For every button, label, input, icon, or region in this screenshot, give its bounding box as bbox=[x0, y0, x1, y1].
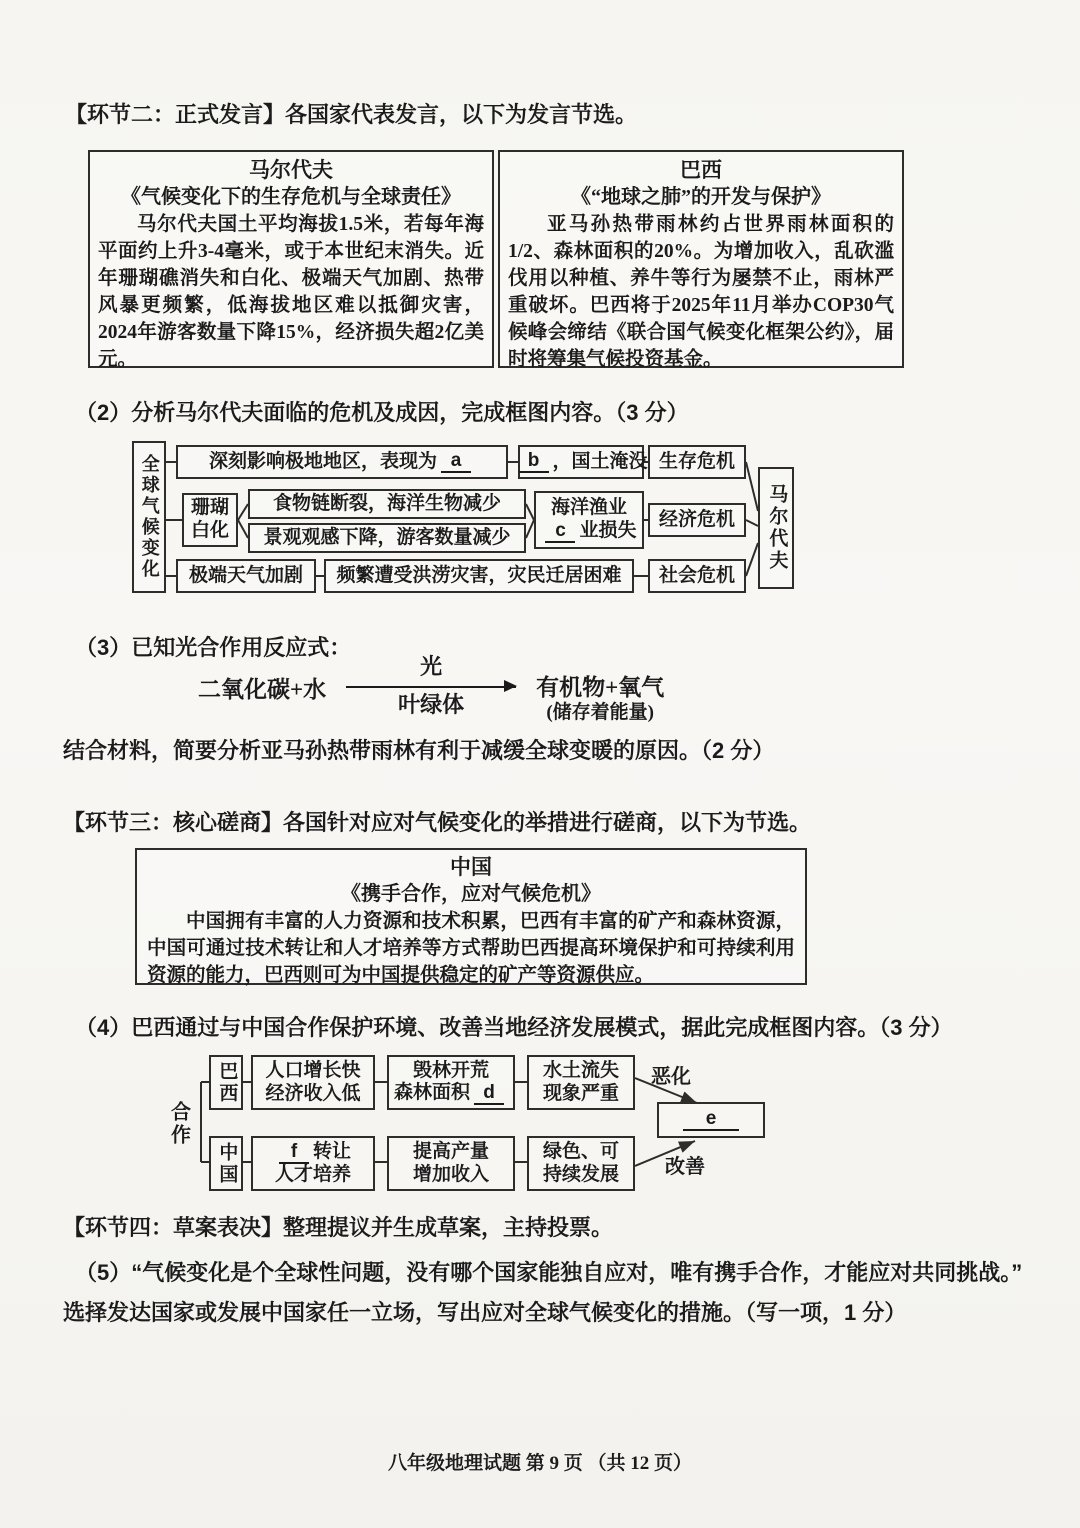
q4-top-box1 bbox=[251, 1055, 375, 1110]
q2-row1-result-box: 生存危机 bbox=[648, 445, 746, 479]
q4-bottom-box3-line2: 持续发展 bbox=[542, 1163, 619, 1185]
blank-e: e bbox=[683, 1109, 739, 1131]
equation-condition-light: 光 bbox=[420, 654, 443, 679]
q2-row2-mid-box bbox=[534, 491, 644, 549]
q2-target-text: 马尔代夫 bbox=[766, 484, 788, 572]
q2-row3-mid-box: 频繁遭受洪涝灾害，灾民迁居困难 bbox=[324, 559, 634, 593]
maldives-subtitle: 《气候变化下的生存危机与全球责任》 bbox=[121, 186, 461, 208]
q4-top-box2-line2: 森林面积 d bbox=[394, 1082, 508, 1105]
q5-line2: 选择发达国家或发展中国家任一立场，写出应对全球气候变化的措施。（写一项，1 分） bbox=[63, 1300, 907, 1325]
q4-root-text: 合作 bbox=[167, 1101, 190, 1147]
q2-row1-cause-box bbox=[176, 445, 508, 479]
q4-improve-label: 改善 bbox=[665, 1156, 705, 1178]
q4-china-text: 中国 bbox=[216, 1141, 238, 1186]
q4-bottom-box1-line2: 人才培养 bbox=[274, 1163, 351, 1185]
q2-coral-box bbox=[182, 493, 238, 547]
equation-reactants: 二氧化碳+水 bbox=[198, 677, 327, 702]
q2-row2-mid-line2: c 业损失 bbox=[541, 520, 636, 543]
q4-top-box3-line2: 现象严重 bbox=[542, 1082, 619, 1104]
q4-bottom-box2-line2: 增加收入 bbox=[412, 1163, 489, 1185]
q2-row2-result-box: 经济危机 bbox=[648, 503, 746, 537]
q2-root-text: 全球气候变化 bbox=[139, 454, 160, 580]
maldives-title: 马尔代夫 bbox=[249, 158, 333, 182]
reaction-arrow bbox=[346, 686, 516, 688]
q4-china-box bbox=[209, 1136, 243, 1191]
q2-coral-line2: 白化 bbox=[190, 520, 229, 541]
q4-top-box2 bbox=[387, 1055, 515, 1110]
china-speech-box bbox=[135, 848, 807, 985]
q4-top-box2-line1: 毁林开荒 bbox=[412, 1059, 489, 1081]
page-footer: 八年级地理试题 第 9 页 （共 12 页） bbox=[387, 1453, 692, 1474]
q5-line1: （5）“气候变化是个全球性问题，没有哪个国家能独自应对，唯有携手合作，才能应对共同挑战。” bbox=[75, 1260, 1023, 1285]
q4-worsen-label: 恶化 bbox=[651, 1066, 691, 1088]
q4-result-box bbox=[657, 1102, 765, 1138]
blank-d: d bbox=[474, 1083, 504, 1105]
q2-target-box bbox=[758, 467, 794, 589]
blank-a: a bbox=[441, 451, 471, 473]
blank-c: c bbox=[545, 521, 575, 543]
q2-row3-result-box: 社会危机 bbox=[648, 559, 746, 593]
q2-row1-cause-text: 深刻影响极地地区，表现为 bbox=[208, 450, 437, 472]
q4-flowchart bbox=[165, 1052, 785, 1197]
maldives-speech-box bbox=[88, 150, 494, 368]
equation-condition-chloroplast: 叶绿体 bbox=[398, 692, 465, 717]
q2-row3-cause-box: 极端天气加剧 bbox=[176, 559, 316, 593]
q4-top-box3 bbox=[527, 1055, 635, 1110]
q4-bottom-box2 bbox=[387, 1136, 515, 1191]
q2-root-box bbox=[132, 441, 166, 593]
brazil-subtitle: 《“地球之肺”的开发与保护》 bbox=[571, 186, 831, 208]
blank-b: b bbox=[519, 451, 549, 473]
brazil-body: 亚马孙热带雨林约占世界雨林面积的1/2、森林面积的20%。为增加收入，乱砍滥伐用以种植、养牛等行为屡禁不止，雨林严重破坏。巴西将于2025年11月举办COP30气候峰会缔结《联合国气候变化框架公约》，届时将筹集气候投资基金。 bbox=[508, 214, 894, 370]
section3-heading: 【环节三：核心磋商】各国针对应对气候变化的举措进行磋商，以下为节选。 bbox=[63, 810, 812, 835]
q2-branch1-box: 食物链断裂，海洋生物减少 bbox=[248, 489, 526, 519]
section4-heading: 【环节四：草案表决】整理提议并生成草案，主持投票。 bbox=[63, 1215, 614, 1240]
section2-heading: 【环节二：正式发言】各国家代表发言，以下为发言节选。 bbox=[65, 102, 638, 127]
q4-brazil-box bbox=[209, 1055, 243, 1110]
photosynthesis-equation bbox=[198, 656, 664, 724]
equation-products-group bbox=[536, 656, 664, 724]
equation-arrow-group bbox=[346, 656, 516, 717]
q4-bottom-box1-line1: f 转让 bbox=[275, 1141, 351, 1164]
china-title: 中国 bbox=[450, 855, 492, 879]
q4-brazil-text: 巴西 bbox=[216, 1060, 238, 1105]
q2-branch2-box: 景观观感下降，游客数量减少 bbox=[248, 523, 526, 553]
q4-root-label bbox=[165, 1092, 193, 1156]
speech-box-row bbox=[88, 150, 904, 368]
q4-bottom-box2-line1: 提高产量 bbox=[412, 1140, 489, 1162]
q4-top-box1-line2: 经济收入低 bbox=[265, 1082, 361, 1104]
q3-prompt: （3）已知光合作用反应式： bbox=[75, 635, 352, 660]
equation-energy-note: (储存着能量) bbox=[546, 702, 654, 723]
q2-row1-mid-box bbox=[518, 445, 648, 479]
china-body: 中国拥有丰富的人力资源和技术积累，巴西有丰富的矿产和森林资源，中国可通过技术转让和人才培养等方式帮助巴西提高环境保护和可持续利用资源的能力，巴西则可为中国提供稳定的矿产等资源供应。 bbox=[147, 911, 795, 986]
q2-row2-mid-line1: 海洋渔业 bbox=[550, 497, 627, 519]
q2-row1-mid-text: ，国土淹没 bbox=[552, 450, 648, 472]
q4-top-box3-line1: 水土流失 bbox=[542, 1059, 619, 1081]
q4-bottom-box3-line1: 绿色、可 bbox=[542, 1140, 619, 1162]
blank-f: f bbox=[279, 1142, 309, 1164]
maldives-body: 马尔代夫国土平均海拔1.5米，若每年海平面约上升3-4毫米，或于本世纪末消失。近年珊瑚礁消失和白化、极端天气加剧、热带风暴更频繁，低海拔地区难以抵御灾害，2024年游客数量下降15%，经济损失超2亿美元。 bbox=[98, 214, 484, 370]
q2-flowchart bbox=[130, 437, 800, 599]
brazil-title: 巴西 bbox=[680, 158, 722, 182]
china-subtitle: 《携手合作，应对气候危机》 bbox=[341, 883, 601, 905]
equation-products: 有机物+氧气 bbox=[536, 675, 665, 700]
q4-bottom-box3 bbox=[527, 1136, 635, 1191]
q4-top-box1-line1: 人口增长快 bbox=[265, 1059, 361, 1081]
brazil-speech-box bbox=[498, 150, 904, 368]
q2-coral-line1: 珊瑚 bbox=[190, 497, 229, 519]
q3-question: 结合材料，简要分析亚马孙热带雨林有利于减缓全球变暖的原因。（2 分） bbox=[63, 738, 775, 763]
q2-prompt: （2）分析马尔代夫面临的危机及成因，完成框图内容。（3 分） bbox=[75, 400, 689, 425]
q4-prompt: （4）巴西通过与中国合作保护环境、改善当地经济发展模式，据此完成框图内容。（3 分） bbox=[75, 1015, 953, 1040]
q4-bottom-box1 bbox=[251, 1136, 375, 1191]
